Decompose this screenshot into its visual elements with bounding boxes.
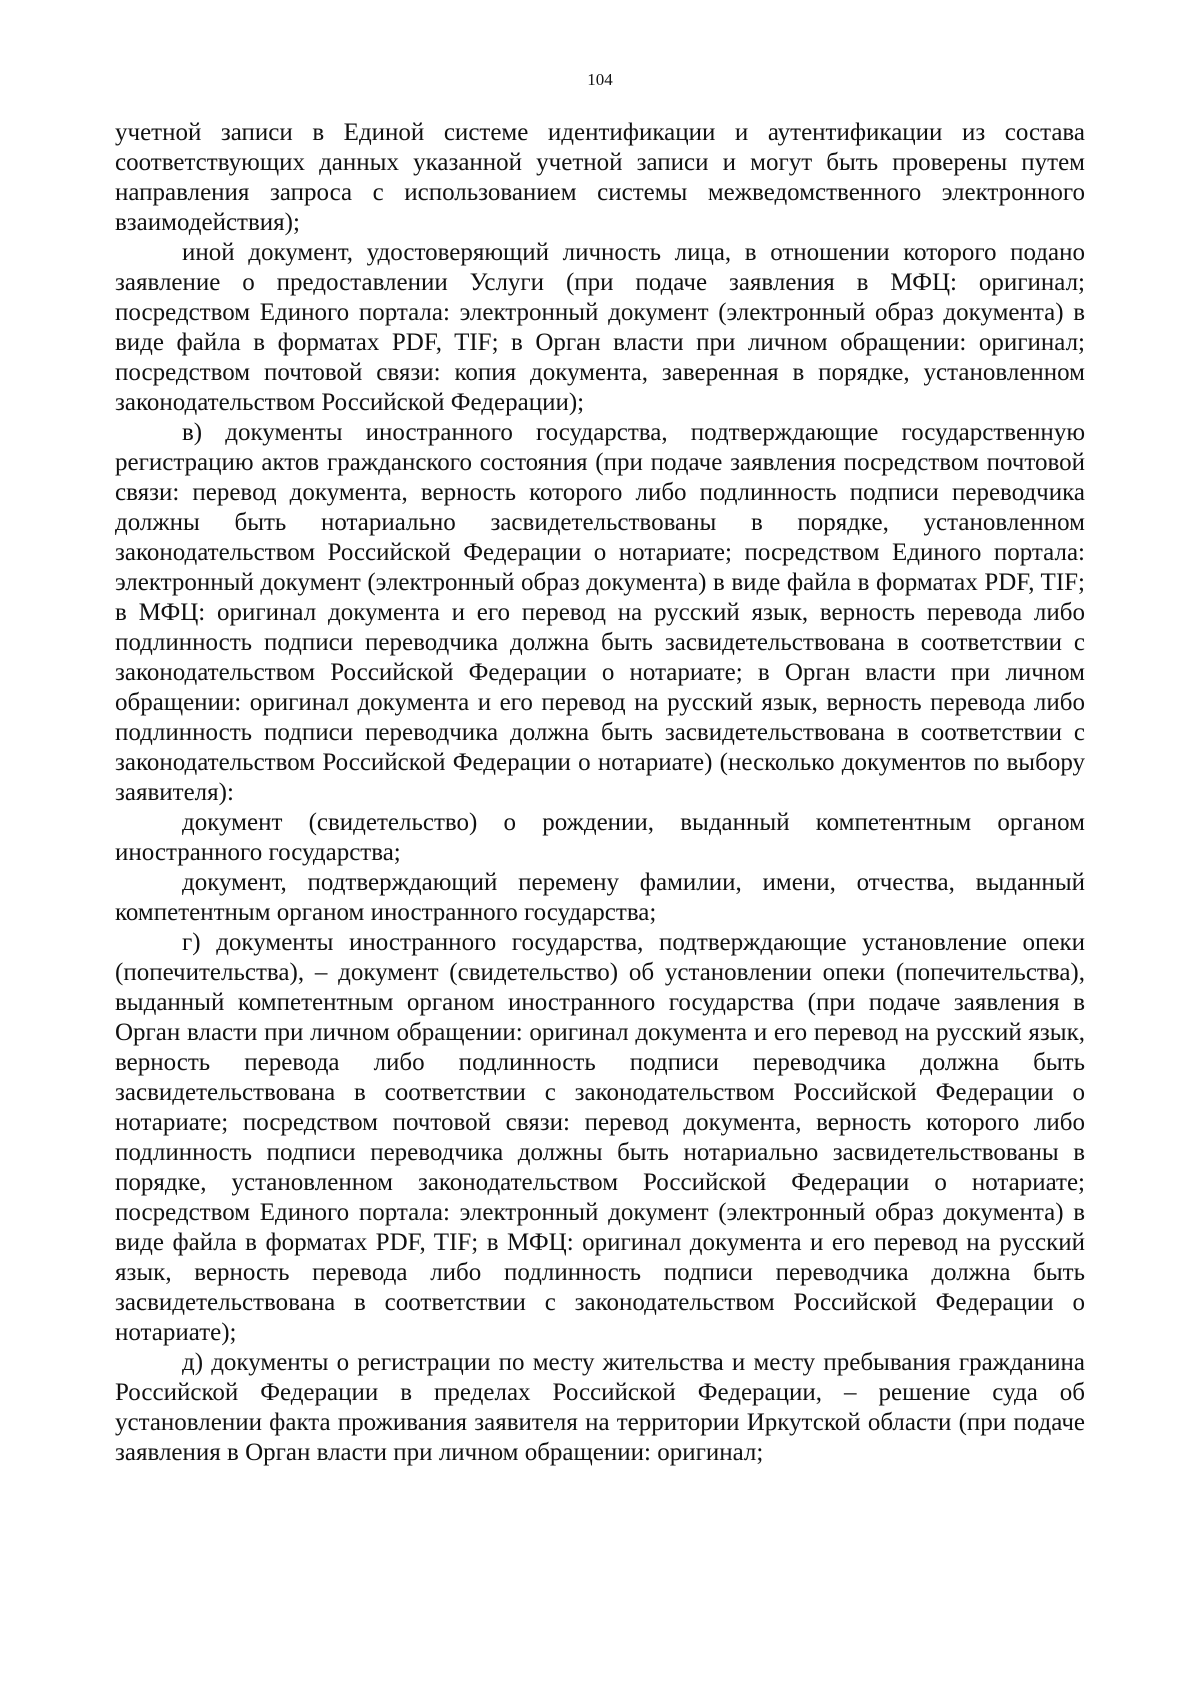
document-body	[115, 118, 1085, 1468]
paragraph-birth-certificate: документ (свидетельство) о рождении, выданный компетентным органом иностранного государства;	[115, 809, 1085, 866]
paragraph-item-d-registration: д) документы о регистрации по месту жительства и месту пребывания гражданина Российской Федерации в пределах Российской Федерации, – решение суда об установлении факта проживания заявителя на территории Иркутской области (при подаче заявления в Орган власти при личном обращении: оригинал;	[115, 1349, 1085, 1466]
paragraph-name-change-document: документ, подтверждающий перемену фамилии, имени, отчества, выданный компетентным органом иностранного государства;	[115, 869, 1085, 926]
paragraph-continuation: учетной записи в Единой системе идентификации и аутентификации из состава соответствующих данных указанной учетной записи и могут быть проверены путем направления запроса с использованием системы межведомственного электронного взаимодействия);	[115, 119, 1085, 236]
page-number: 104	[587, 70, 613, 89]
paragraph-item-v-foreign-civil-status: в) документы иностранного государства, подтверждающие государственную регистрацию актов гражданского состояния (при подаче заявления посредством почтовой связи: перевод документа, верность которого либо подлинность подписи переводчика должны быть нотариально засвидетельствованы в порядке, установленном законодательством Российской Федерации о нотариате; посредством Единого портала: электронный документ (электронный образ документа) в виде файла в форматах PDF, TIF; в МФЦ: оригинал документа и его перевод на русский язык, верность перевода либо подлинность подписи переводчика должна быть засвидетельствована в соответствии с законодательством Российской Федерации о нотариате; в Орган власти при личном обращении: оригинал документа и его перевод на русский язык, верность перевода либо подлинность подписи переводчика должна быть засвидетельствована в соответствии с законодательством Российской Федерации о нотариате) (несколько документов по выбору заявителя):	[115, 419, 1085, 806]
paragraph-item-g-guardianship: г) документы иностранного государства, подтверждающие установление опеки (попечительства), – документ (свидетельство) об установлении опеки (попечительства), выданный компетентным органом иностранного государства (при подаче заявления в Орган власти при личном обращении: оригинал документа и его перевод на русский язык, верность перевода либо подлинность подписи переводчика должна быть засвидетельствована в соответствии с законодательством Российской Федерации о нотариате; посредством почтовой связи: перевод документа, верность которого либо подлинность подписи переводчика должны быть нотариально засвидетельствованы в порядке, установленном законодательством Российской Федерации о нотариате; посредством Единого портала: электронный документ (электронный образ документа) в виде файла в форматах PDF, TIF; в МФЦ: оригинал документа и его перевод на русский язык, верность перевода либо подлинность подписи переводчика должна быть засвидетельствована в соответствии с законодательством Российской Федерации о нотариате);	[115, 929, 1085, 1346]
paragraph-other-identity-document: иной документ, удостоверяющий личность лица, в отношении которого подано заявление о предоставлении Услуги (при подаче заявления в МФЦ: оригинал; посредством Единого портала: электронный документ (электронный образ документа) в виде файла в форматах PDF, TIF; в Орган власти при личном обращении: оригинал; посредством почтовой связи: копия документа, заверенная в порядке, установленном законодательством Российской Федерации);	[115, 239, 1085, 416]
